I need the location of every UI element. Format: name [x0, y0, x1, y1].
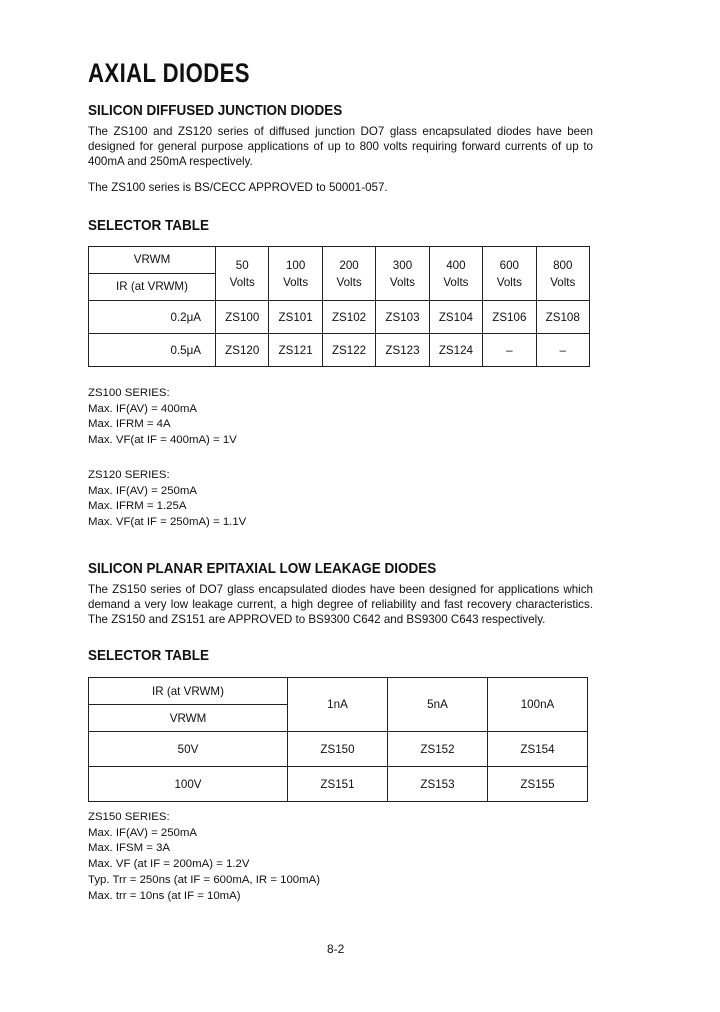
table-cell: ZS121	[269, 334, 322, 367]
table-cell: ZS103	[376, 301, 429, 334]
row-label: 100V	[89, 767, 288, 802]
column-header: 800 Volts	[536, 247, 589, 301]
column-header: 1nA	[288, 678, 388, 732]
table-cell: ZS124	[429, 334, 482, 367]
table-cell: ZS106	[483, 301, 536, 334]
table-cell: ZS123	[376, 334, 429, 367]
corner-top-label: VRWM	[89, 247, 215, 274]
spec-line: Max. IFRM = 1.25A	[88, 500, 187, 513]
corner-bottom-label: VRWM	[89, 705, 288, 732]
spec-line: Max. IF(AV) = 400mA	[88, 402, 197, 415]
table-cell: ZS104	[429, 301, 482, 334]
column-header: 300 Volts	[376, 247, 429, 301]
zs120-series-specs	[88, 468, 246, 531]
section2-paragraph: The ZS150 series of DO7 glass encapsulated diodes have been designed for applications which demand a very low leakage current, a high degree of reliability and fast recovery characteristics. The ZS150 and ZS151 are APPROVED to BS9300 C642 and BS9300 C643 respectively.	[88, 583, 593, 626]
spec-line: Typ. Trr = 250ns (at IF = 600mA, IR = 100mA)	[88, 873, 321, 886]
column-header: 50 Volts	[216, 247, 269, 301]
spec-line: Max. trr = 10ns (at IF = 10mA)	[88, 889, 241, 902]
spec-line: Max. IF(AV) = 250mA	[88, 484, 197, 497]
page-title: AXIAL DIODES	[88, 58, 250, 88]
table-cell: ZS100	[216, 301, 269, 334]
column-header: 600 Volts	[483, 247, 536, 301]
spec-title: ZS120 SERIES:	[88, 469, 170, 481]
table-cell: ZS154	[488, 732, 588, 767]
zs100-series-specs	[88, 386, 237, 449]
column-header: 200 Volts	[322, 247, 375, 301]
section2-table-heading: SELECTOR TABLE	[88, 647, 210, 664]
row-label: 50V	[89, 732, 288, 767]
column-header: 100 Volts	[269, 247, 322, 301]
table-cell: –	[536, 334, 589, 367]
table-cell: ZS101	[269, 301, 322, 334]
table-cell: ZS102	[322, 301, 375, 334]
zs150-series-specs	[88, 810, 320, 904]
table-header-row	[89, 678, 588, 705]
section1-paragraph: The ZS100 and ZS120 series of diffused junction DO7 glass encapsulated diodes have been designed for general purpose applications of up to 800 volts requiring forward currents of up to 400mA and 250mA respectively.	[88, 125, 593, 168]
selector-table-1	[88, 246, 590, 367]
table-cell: ZS153	[388, 767, 488, 802]
table-row	[89, 732, 588, 767]
table-row	[89, 334, 590, 367]
column-header: 400 Volts	[429, 247, 482, 301]
table-cell: –	[483, 334, 536, 367]
table-cell: ZS151	[288, 767, 388, 802]
corner-bottom-label: IR (at VRWM)	[116, 280, 188, 293]
spec-line: Max. IFSM = 3A	[88, 842, 170, 855]
table-cell: ZS120	[216, 334, 269, 367]
section1-approval-note: The ZS100 series is BS/CECC APPROVED to 50001-057.	[88, 181, 388, 194]
section1-heading: SILICON DIFFUSED JUNCTION DIODES	[88, 102, 343, 119]
table-cell: ZS150	[288, 732, 388, 767]
column-header: 5nA	[388, 678, 488, 732]
spec-line: Max. VF (at IF = 200mA) = 1.2V	[88, 858, 250, 871]
spec-title: ZS100 SERIES:	[88, 387, 170, 399]
selector-table-2	[88, 677, 588, 802]
table-row	[89, 767, 588, 802]
table-cell: ZS155	[488, 767, 588, 802]
spec-line: Max. VF(at IF = 400mA) = 1V	[88, 434, 237, 447]
section1-table-heading: SELECTOR TABLE	[88, 217, 210, 234]
spec-line: Max. IF(AV) = 250mA	[88, 826, 197, 839]
table-cell: ZS122	[322, 334, 375, 367]
table-cell: ZS152	[388, 732, 488, 767]
page-number: 8-2	[327, 942, 345, 956]
section2-heading: SILICON PLANAR EPITAXIAL LOW LEAKAGE DIODES	[88, 560, 437, 577]
table-corner-cell	[89, 247, 216, 301]
corner-top-label: IR (at VRWM)	[89, 678, 288, 705]
column-header: 100nA	[488, 678, 588, 732]
table-row	[89, 301, 590, 334]
spec-title: ZS150 SERIES:	[88, 811, 170, 823]
table-cell: ZS108	[536, 301, 589, 334]
row-label: 0.5μA	[89, 334, 216, 367]
spec-line: Max. IFRM = 4A	[88, 418, 171, 431]
row-label: 0.2μA	[89, 301, 216, 334]
table-header-row	[89, 247, 590, 301]
spec-line: Max. VF(at IF = 250mA) = 1.1V	[88, 516, 247, 529]
